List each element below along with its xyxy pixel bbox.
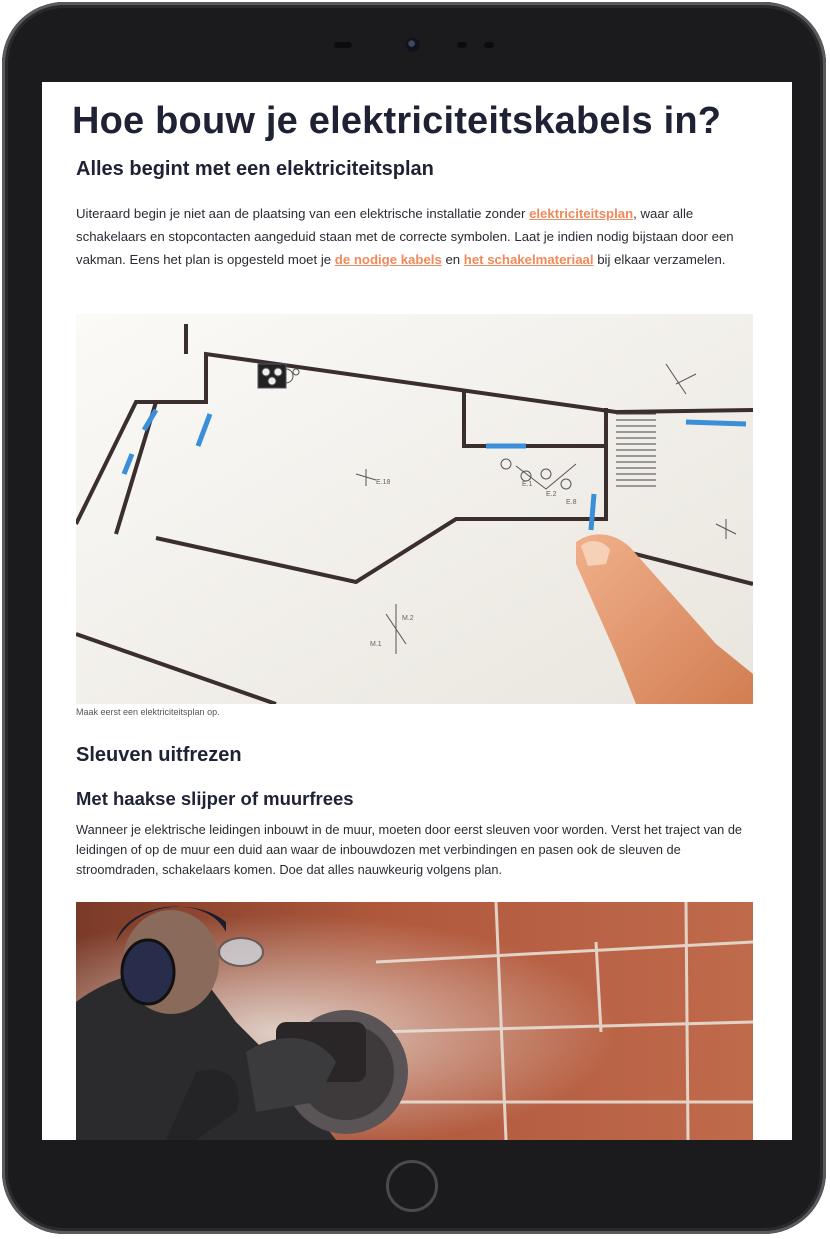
link-schakelmateriaal[interactable]: het schakelmateriaal: [463, 252, 594, 267]
screen[interactable]: [42, 82, 792, 1140]
paragraph-text: Uiteraard begin je niet aan de plaatsing van een elektrische installatie zonder: [76, 206, 530, 221]
paragraph-text: bij elkaar verzamelen.: [593, 252, 726, 267]
section-heading-plan: Alles begint met een elektriciteitsplan: [76, 158, 434, 180]
front-camera-icon: [406, 38, 420, 52]
intro-paragraph: [76, 202, 762, 271]
floorplan-image: [76, 314, 753, 704]
paragraph-text: , waar alle schakelaars en stopcontacten aangeduid staan met de correcte symbolen. Laat je indien nodig bijstaan door een vakman. Eens het plan is opgesteld moet je: [76, 206, 734, 267]
home-button[interactable]: [386, 1160, 438, 1212]
svg-text:E.2: E.2: [546, 491, 557, 498]
sensor-icon: [457, 42, 467, 48]
svg-text:M.2: M.2: [402, 615, 414, 622]
sleuven-paragraph: Wanneer je elektrische leidingen inbouwt in de muur, moeten door eerst sleuven voor worden. Verst het traject van de leidingen of op de muur een duid aan waar de inbouwdozen met verbindingen en pasen ook de sleuven de stroomdraden, schakelaars komen. Doe dat alles nauwkeurig volgens plan.: [76, 822, 743, 877]
subheading-slijper: Met haakse slijper of muurfrees: [76, 788, 354, 809]
paragraph-text: en: [441, 252, 464, 267]
camera-bar: [2, 38, 826, 52]
image-caption: Maak eerst een elektriciteitsplan op.: [76, 707, 220, 717]
wall-grinder-image: [76, 902, 753, 1140]
svg-text:E.18: E.18: [376, 479, 391, 486]
tablet-frame: [2, 2, 826, 1234]
page-title: Hoe bouw je elektriciteitskabels in?: [72, 100, 722, 142]
link-kabels[interactable]: de nodige kabels: [334, 252, 442, 267]
link-elektriciteitsplan[interactable]: elektriciteitsplan: [529, 206, 634, 221]
speaker-icon: [334, 42, 352, 48]
sensor-icon: [484, 42, 494, 48]
svg-text:E.1: E.1: [522, 481, 533, 488]
section-heading-sleuven: Sleuven uitfrezen: [76, 744, 242, 766]
svg-text:E.8: E.8: [566, 499, 577, 506]
svg-text:M.1: M.1: [370, 641, 382, 648]
